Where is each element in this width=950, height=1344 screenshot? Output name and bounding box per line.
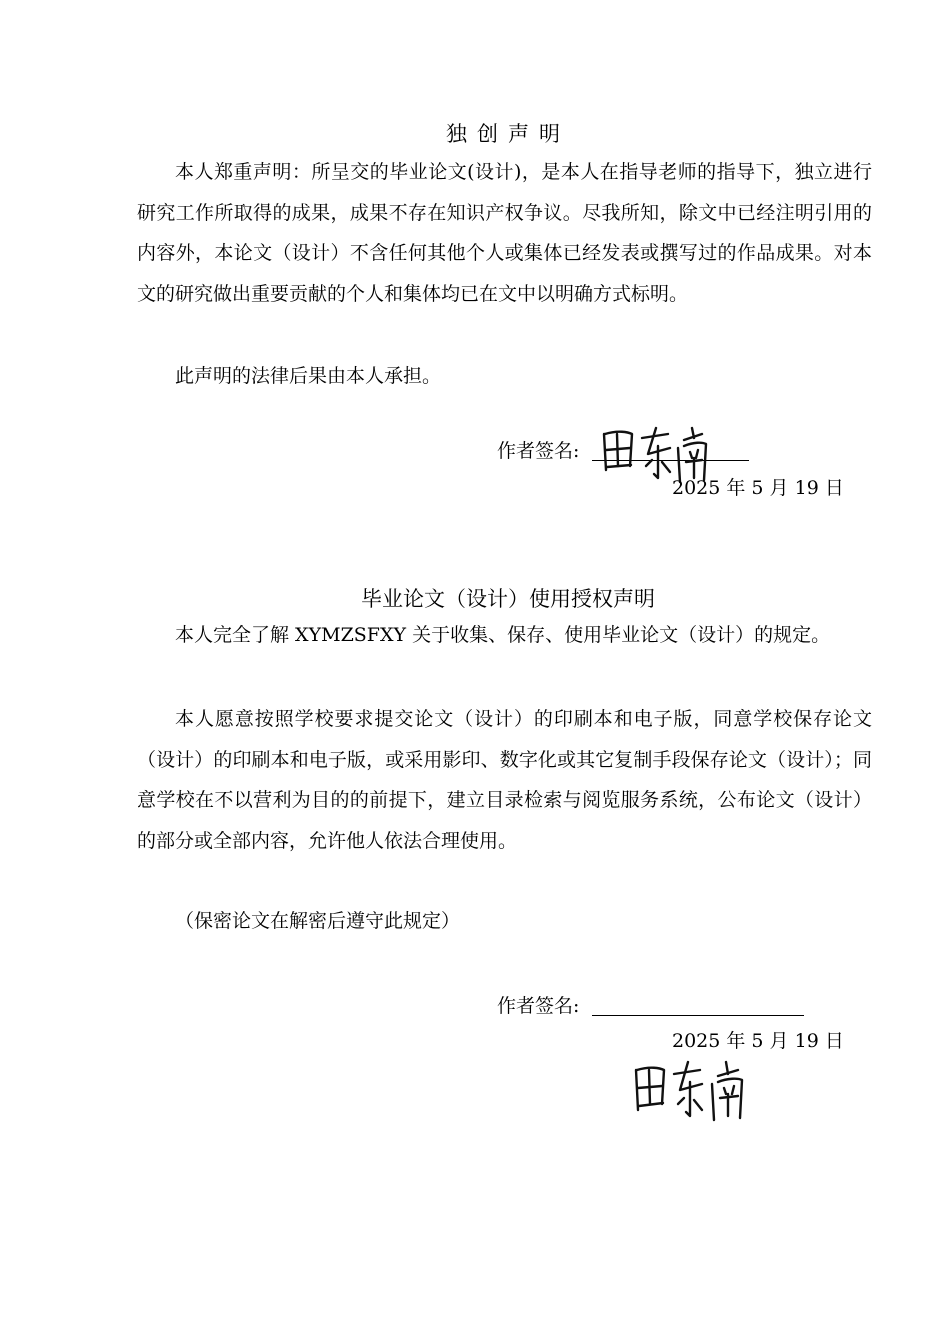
declaration-paragraph-1: 本人郑重声明：所呈交的毕业论文(设计)，是本人在指导老师的指导下，独立进行研究工作所取得的成果，成果不存在知识产权争议。尽我所知，除文中已经注明引用的内容外，本论文（设计）不含任何其他个人或集体已经发表或撰写过的作品成果。对本文的研究做出重要贡献的个人和集体均已在文中以明确方式标明。 (137, 161, 872, 305)
authorization-paragraph-2: 本人愿意按照学校要求提交论文（设计）的印刷本和电子版，同意学校保存论文（设计）的印刷本和电子版，或采用影印、数字化或其它复制手段保存论文（设计）；同意学校在不以营利为目的的前提下，建立目录检索与阅览服务系统，公布论文（设计）的部分或全部内容，允许他人依法合理使用。 (137, 708, 872, 852)
authorization-handwritten-signature (628, 1058, 778, 1124)
authorization-signature-label: 作者签名: (497, 995, 580, 1017)
declaration-paragraph-2: 此声明的法律后果由本人承担。 (175, 365, 442, 387)
declaration-title: 独创声明 (446, 122, 570, 146)
authorization-paragraph-1: 本人完全了解 XYMZSFXY 关于收集、保存、使用毕业论文（设计）的规定。 (175, 624, 831, 646)
authorization-date: 2025 年 5 月 19 日 (672, 1030, 844, 1052)
authorization-title: 毕业论文（设计）使用授权声明 (361, 587, 655, 611)
authorization-paragraph-3: （保密论文在解密后遵守此规定） (175, 910, 461, 932)
declaration-signature-label: 作者签名: (497, 440, 580, 462)
declaration-date: 2025 年 5 月 19 日 (672, 477, 844, 499)
authorization-signature-line (592, 1015, 804, 1016)
